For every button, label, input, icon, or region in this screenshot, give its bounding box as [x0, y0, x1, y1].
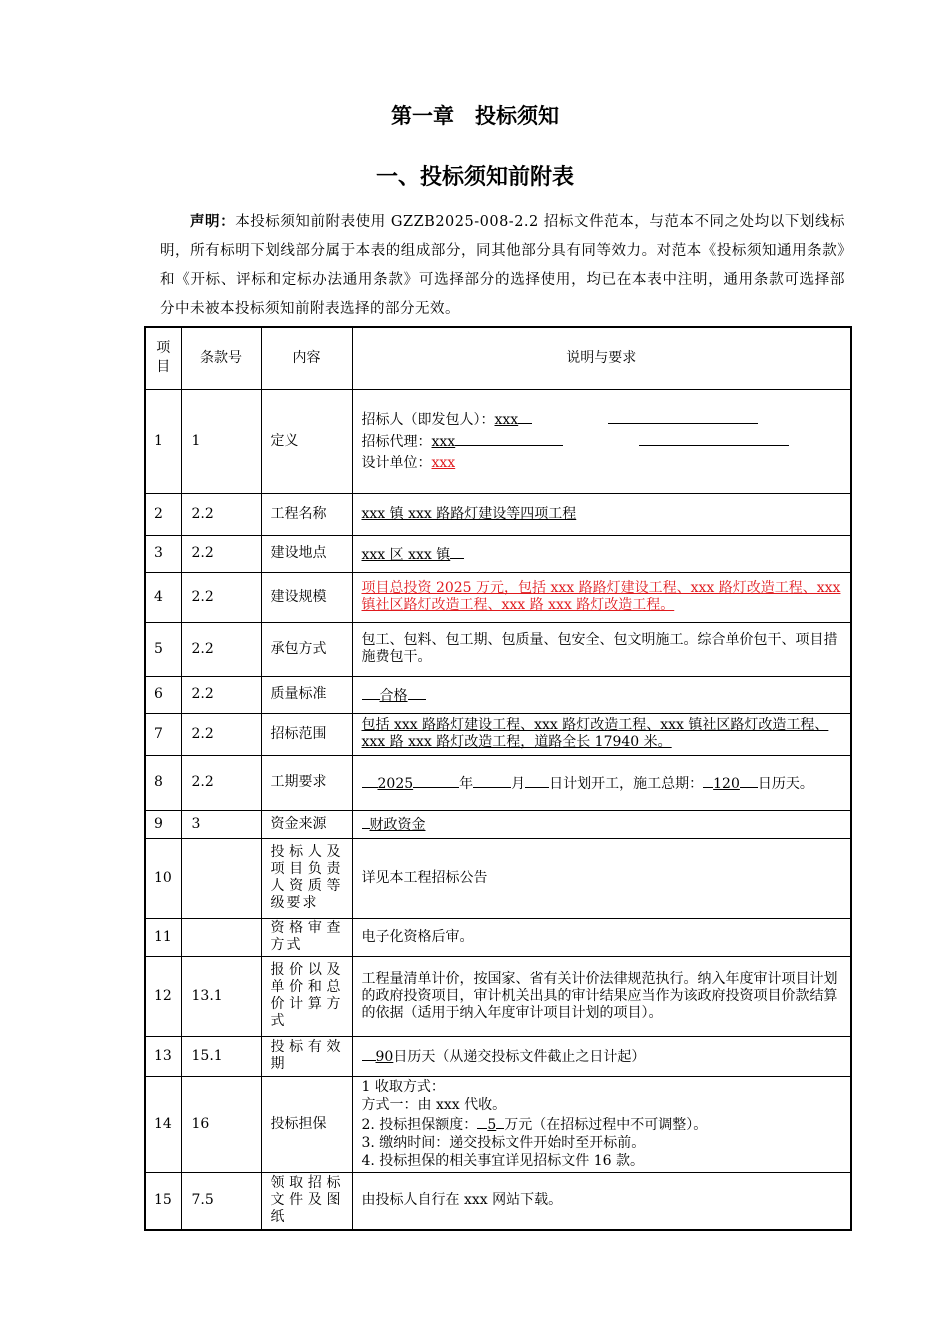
row-number: 7: [145, 713, 181, 755]
row-clause: 2.2: [181, 676, 261, 713]
start-text: 日计划开工，施工总期：: [549, 775, 704, 792]
row-clause: 2.2: [181, 572, 261, 622]
blank-line: [408, 685, 426, 700]
agent-label: 招标代理：: [361, 433, 432, 450]
agent-value: xxx: [431, 433, 456, 450]
header-requirement: 说明与要求: [352, 327, 851, 389]
row-number: 2: [145, 493, 181, 535]
header-clause: 条款号: [181, 327, 261, 389]
blank-line: [413, 773, 459, 788]
row-number: 9: [145, 810, 181, 838]
tender-scope: 包括 xxx 路路灯建设工程、xxx 路灯改造工程、xxx 镇社区路灯改造工程、xxx 路 xxx 路灯改造工程，道路全长 17940 米。: [361, 717, 829, 750]
header-content: 内容: [261, 327, 352, 389]
blank-line: [740, 773, 758, 788]
row-requirement: [352, 389, 851, 493]
row-content: 资金来源: [261, 810, 352, 838]
table-header-row: [145, 327, 851, 389]
row-content: 工程名称: [261, 493, 352, 535]
row-clause: 2.2: [181, 713, 261, 755]
validity-text: 日历天（从递交投标文件截止之日计起）: [393, 1049, 646, 1065]
row-content: 投标有效期: [261, 1036, 352, 1076]
row-clause: 2.2: [181, 755, 261, 810]
designer-label: 设计单位：: [361, 454, 432, 471]
row-clause: 7.5: [181, 1172, 261, 1230]
guarantee-line: 1 收取方式：: [361, 1079, 445, 1095]
row-content: 工期要求: [261, 755, 352, 810]
guarantee-line: 4. 投标担保的相关事宜详见招标文件 16 款。: [361, 1153, 645, 1169]
row-requirement: [352, 810, 851, 838]
row-number: 15: [145, 1172, 181, 1230]
row-clause: [181, 838, 261, 918]
blank-line: [473, 773, 511, 788]
row-content: 承包方式: [261, 622, 352, 676]
tenderer-label: 招标人（即发包人）：: [361, 411, 495, 428]
row-number: 10: [145, 838, 181, 918]
declaration-text: 本投标须知前附表使用 GZZB2025-008-2.2 招标文件范本，与范本不同之处均以下划线标明，所有标明下划线部分属于本表的组成部分，同其他部分具有同等效力。对范本《投标须知通用条款》和《开标、评标和定标办法通用条款》可选择部分的选择使用，均已在本表中注明，通用条款可选择部分中未被本投标须知前附表选择的部分无效。: [160, 214, 846, 317]
blank-line: [362, 685, 380, 700]
tenderer-line: [362, 409, 842, 431]
blank-line: [477, 1114, 487, 1129]
designer-line: [362, 453, 842, 474]
row-requirement: [352, 755, 851, 810]
blank-line: [450, 544, 464, 559]
row-number: 4: [145, 572, 181, 622]
guarantee-line: [362, 1114, 842, 1134]
blank-line: [639, 431, 789, 446]
header-item: 项目: [145, 327, 181, 389]
month-unit: 月: [511, 775, 526, 792]
row-number: 6: [145, 676, 181, 713]
row-clause: 1: [181, 389, 261, 493]
row-clause: 2.2: [181, 535, 261, 572]
project-name: xxx 镇 xxx 路路灯建设等四项工程: [361, 505, 577, 522]
table-row: [145, 956, 851, 1036]
row-requirement: [352, 713, 851, 755]
row-number: 14: [145, 1076, 181, 1172]
tender-front-table: [144, 326, 852, 1231]
declaration-label: 声明：: [190, 214, 236, 230]
row-requirement: 电子化资格后审。: [352, 918, 851, 956]
blank-line: [703, 773, 713, 788]
blank-line: [362, 1046, 376, 1061]
blank-line: [362, 814, 370, 829]
table-row: [145, 1076, 851, 1172]
tenderer-value: xxx: [494, 411, 519, 428]
table-row: [145, 1172, 851, 1230]
table-row: [145, 622, 851, 676]
row-content: 资格审查方式: [261, 918, 352, 956]
row-content: 建设地点: [261, 535, 352, 572]
project-location: xxx 区 xxx 镇: [361, 546, 451, 563]
guarantee-amount: 5: [487, 1117, 497, 1133]
row-number: 8: [145, 755, 181, 810]
row-requirement: 详见本工程招标公告: [352, 838, 851, 918]
row-content: 质量标准: [261, 676, 352, 713]
declaration-paragraph: [160, 208, 845, 324]
row-content: 领取招标文件及图纸: [261, 1172, 352, 1230]
row-clause: 16: [181, 1076, 261, 1172]
row-content: 建设规模: [261, 572, 352, 622]
row-number: 1: [145, 389, 181, 493]
table-row: [145, 572, 851, 622]
fund-source: 财政资金: [369, 817, 426, 833]
blank-line: [608, 409, 758, 424]
row-requirement: [352, 535, 851, 572]
row-number: 5: [145, 622, 181, 676]
guarantee-amount-label: 2. 投标担保额度：: [361, 1117, 478, 1133]
row-content: 投标担保: [261, 1076, 352, 1172]
row-clause: 13.1: [181, 956, 261, 1036]
chapter-title: 第一章 投标须知: [391, 104, 559, 128]
table-row: [145, 918, 851, 956]
guarantee-line: 3. 缴纳时间：递交投标文件开始时至开标前。: [361, 1135, 646, 1151]
row-clause: [181, 918, 261, 956]
quality-standard: 合格: [379, 687, 408, 704]
table-row: [145, 1036, 851, 1076]
row-clause: 15.1: [181, 1036, 261, 1076]
year-unit: 年: [459, 775, 474, 792]
row-requirement: [352, 572, 851, 622]
row-number: 13: [145, 1036, 181, 1076]
row-number: 3: [145, 535, 181, 572]
row-requirement: 工程量清单计价，按国家、省有关计价法律规范执行。纳入年度审计项目计划的政府投资项目，审计机关出具的审计结果应当作为该政府投资项目价款结算的依据（适用于纳入年度审计项目计划的项目）。: [352, 956, 851, 1036]
table-row: [145, 713, 851, 755]
row-clause: 2.2: [181, 493, 261, 535]
section-title: 一、投标须知前附表: [375, 165, 574, 190]
table-row: [145, 493, 851, 535]
project-scale: 项目总投资 2025 万元，包括 xxx 路路灯建设工程、xxx 路灯改造工程、xxx 镇社区路灯改造工程、xxx 路 xxx 路灯改造工程。: [361, 580, 841, 613]
table-row: [145, 838, 851, 918]
row-requirement: [352, 1076, 851, 1172]
guarantee-amount-unit: 万元（在招标过程中不可调整）。: [504, 1117, 708, 1133]
table-row: [145, 810, 851, 838]
row-content: 投标人及项目负责人资质等级要求: [261, 838, 352, 918]
guarantee-line: 方式一：由 xxx 代收。: [361, 1097, 507, 1113]
start-year: 2025: [377, 775, 414, 792]
table-row: [145, 389, 851, 493]
row-requirement: 包工、包料、包工期、包质量、包安全、包文明施工。综合单价包干、项目措施费包干。: [352, 622, 851, 676]
row-requirement: 由投标人自行在 xxx 网站下载。: [352, 1172, 851, 1230]
row-content: 定义: [261, 389, 352, 493]
row-content: 招标范围: [261, 713, 352, 755]
designer-value: xxx: [431, 454, 456, 471]
blank-line: [518, 409, 532, 424]
table-row: [145, 676, 851, 713]
table-row: [145, 755, 851, 810]
row-clause: 3: [181, 810, 261, 838]
row-requirement: [352, 1036, 851, 1076]
row-number: 12: [145, 956, 181, 1036]
row-requirement: [352, 676, 851, 713]
row-requirement: [352, 493, 851, 535]
blank-line: [525, 773, 549, 788]
row-content: 报价以及单价和总价计算方式: [261, 956, 352, 1036]
row-clause: 2.2: [181, 622, 261, 676]
duration-days: 120: [713, 775, 740, 792]
row-number: 11: [145, 918, 181, 956]
agent-line: [362, 431, 842, 453]
validity-days: 90: [375, 1049, 394, 1065]
duration-unit: 日历天。: [757, 775, 814, 792]
table-row: [145, 535, 851, 572]
blank-line: [362, 773, 378, 788]
blank-line: [455, 431, 563, 446]
